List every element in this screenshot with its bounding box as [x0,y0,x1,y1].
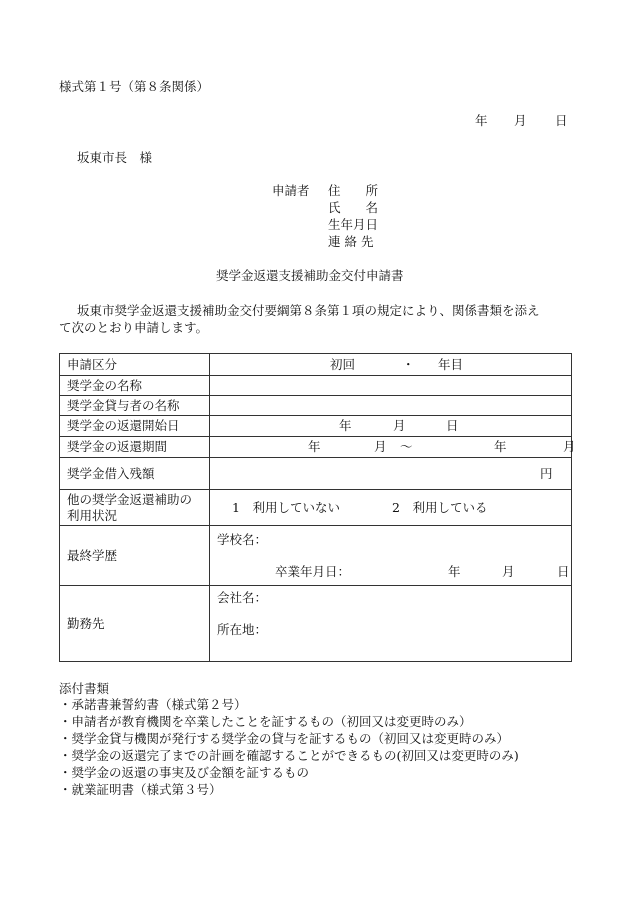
date-year: 年 [475,113,488,128]
period-tilde: ～ [400,439,413,454]
attachment-item: ・奨学金の返還完了までの計画を確認することができるもの(初回又は変更時のみ) [59,748,519,763]
field-lender-name[interactable] [210,396,572,416]
row-repayment-period [60,437,572,458]
graduation-month: 月 [502,564,515,579]
row-scholarship-name [60,376,572,396]
option-first-time: 初回 [330,357,356,372]
label-education: 最終学歴 [60,526,210,586]
school-name-label: 学校名： [217,532,268,547]
period-start-month: 月 [374,439,387,454]
field-repayment-start[interactable] [210,416,572,437]
repayment-start-month: 月 [393,418,406,433]
row-repayment-start [60,416,572,437]
label-other-assistance [60,490,210,526]
label-application-type: 申請区分 [60,354,210,376]
row-education [60,526,572,586]
label-workplace: 勤務先 [60,586,210,662]
graduation-date-label: 卒業年月日： [275,564,351,579]
applicant-contact-label: 連 絡 先 [328,234,374,249]
field-scholarship-name[interactable] [210,376,572,396]
field-other-assistance[interactable] [210,490,572,526]
option-not-using[interactable]: 1 利用していない [232,500,340,515]
attachment-item: ・奨学金貸与機関が発行する奨学金の貸与を証するもの（初回又は変更時のみ） [59,731,510,746]
label-other-assistance-line-2: 利用状況 [67,507,118,523]
field-education[interactable] [210,526,572,586]
period-end-month: 月 [563,439,576,454]
field-remaining-balance[interactable] [210,458,572,490]
repayment-start-year: 年 [339,418,352,433]
yen-unit: 円 [540,466,553,481]
row-remaining-balance [60,458,572,490]
applicant-label: 申請者 [272,183,310,198]
option-using[interactable]: 2 利用している [392,500,488,515]
applicant-birthdate-label: 生年月日 [328,217,379,232]
field-repayment-period[interactable] [210,437,576,458]
attachment-item: ・奨学金の返還の事実及び金額を証するもの [59,765,310,780]
graduation-year: 年 [448,564,461,579]
field-workplace[interactable] [210,586,572,662]
intro-line-1: 坂東市奨学金返還支援補助金交付要綱第８条第１項の規定により、関係書類を添え [77,303,540,318]
label-other-assistance-line-1: 他の奨学金返還補助の [67,491,193,507]
row-lender-name [60,396,572,416]
row-other-assistance [60,490,572,526]
application-table [59,353,576,662]
date-day: 日 [555,113,568,128]
row-workplace [60,586,572,662]
row-application-type [60,354,572,376]
period-start-year: 年 [308,439,321,454]
applicant-name-label: 氏 名 [328,200,379,215]
company-address-label: 所在地： [217,622,268,637]
attachment-item: ・就業証明書（様式第３号） [59,782,222,797]
company-name-label: 会社名： [217,590,268,605]
form-number: 様式第１号（第８条関係） [59,79,210,94]
applicant-address-label: 住 所 [328,183,379,198]
field-application-type[interactable] [210,354,572,376]
period-end-year: 年 [494,439,507,454]
attachment-item: ・申請者が教育機関を卒業したことを証するもの（初回又は変更時のみ） [59,714,472,729]
attachments-heading: 添付書類 [59,681,110,696]
option-nth-year: 年目 [438,357,464,372]
date-month: 月 [514,113,527,128]
label-scholarship-name: 奨学金の名称 [60,376,210,396]
label-lender-name: 奨学金貸与者の名称 [60,396,210,416]
addressee: 坂東市長 様 [77,150,153,165]
attachment-item: ・承諾書兼誓約書（様式第２号） [59,697,247,712]
label-repayment-start: 奨学金の返還開始日 [60,416,210,437]
label-repayment-period: 奨学金の返還期間 [60,437,210,458]
label-remaining-balance: 奨学金借入残額 [60,458,210,490]
separator-dot: ・ [402,357,415,372]
graduation-day: 日 [557,564,570,579]
repayment-start-day: 日 [446,418,459,433]
intro-line-2: て次のとおり申請します。 [59,320,209,335]
document-title: 奨学金返還支援補助金交付申請書 [216,268,404,283]
